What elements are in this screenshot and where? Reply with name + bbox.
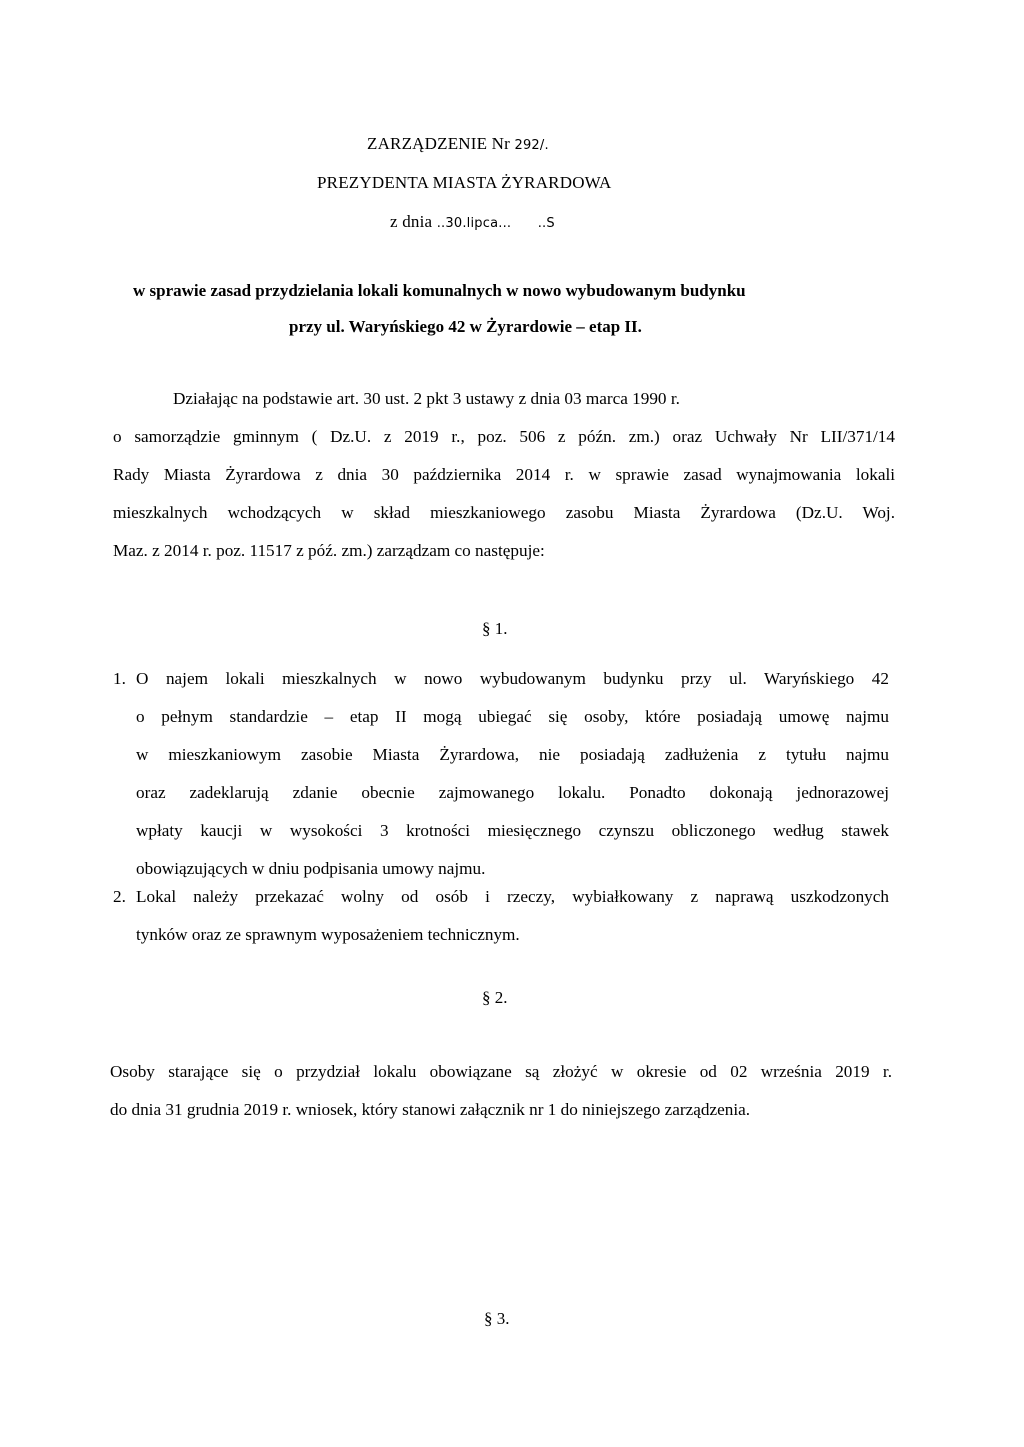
- decree-date-prefix: z dnia: [390, 212, 433, 231]
- decree-date: [390, 212, 555, 232]
- subject-line-1: w sprawie zasad przydzielania lokali komunalnych w nowo wybudowanym budynku: [133, 281, 746, 300]
- section-1-item-2-line-1: Lokal należy przekazać wolny od osób i rzeczy, wybiałkowany z naprawą uszkodzonych: [136, 887, 889, 906]
- decree-number-handwritten: 292/.: [514, 138, 549, 153]
- section-1-item-1-line-3: w mieszkaniowym zasobie Miasta Żyrardowa, nie posiadają zadłużenia z tytułu najmu: [136, 745, 889, 764]
- preamble-line-3: Rady Miasta Żyrardowa z dnia 30 października 2014 r. w sprawie zasad wynajmowania lokali: [113, 465, 895, 484]
- section-1-item-2-line-2: tynków oraz ze sprawnym wyposażeniem technicznym.: [136, 925, 520, 944]
- section-3-heading: § 3.: [484, 1309, 510, 1328]
- section-1-item-1-line-2: o pełnym standardzie – etap II mogą ubiegać się osoby, które posiadają umowę najmu: [136, 707, 889, 726]
- preamble-line-2: o samorządzie gminnym ( Dz.U. z 2019 r., poz. 506 z późn. zm.) oraz Uchwały Nr LII/371/14: [113, 427, 895, 446]
- preamble-line-1: Działając na podstawie art. 30 ust. 2 pkt 3 ustawy z dnia 03 marca 1990 r.: [173, 389, 680, 408]
- preamble-line-5: Maz. z 2014 r. poz. 11517 z póź. zm.) zarządzam co następuje:: [113, 541, 545, 560]
- section-1-heading: § 1.: [482, 619, 508, 638]
- section-2-heading: § 2.: [482, 988, 508, 1007]
- decree-date-handwritten: ..30.lipca...: [436, 216, 512, 231]
- section-1-item-1-line-1: O najem lokali mieszkalnych w nowo wybudowanym budynku przy ul. Waryńskiego 42: [136, 669, 889, 688]
- section-1-item-1-number: 1.: [113, 669, 126, 688]
- section-2-line-1: Osoby starające się o przydział lokalu obowiązane są złożyć w okresie od 02 września 2019 r.: [110, 1062, 892, 1081]
- section-1-item-1-line-5: wpłaty kaucji w wysokości 3 krotności miesięcznego czynszu obliczonego według stawek: [136, 821, 889, 840]
- preamble-line-4: mieszkalnych wchodzących w skład mieszkaniowego zasobu Miasta Żyrardowa (Dz.U. Woj.: [113, 503, 895, 522]
- subject-line-2: przy ul. Waryńskiego 42 w Żyrardowie – etap II.: [289, 317, 642, 336]
- decree-issuer: PREZYDENTA MIASTA ŻYRARDOWA: [317, 173, 612, 192]
- section-1-item-1-line-6: obowiązujących w dniu podpisania umowy najmu.: [136, 859, 486, 878]
- section-1-item-2-number: 2.: [113, 887, 126, 906]
- decree-date-year-handwritten: ..S: [537, 216, 555, 231]
- section-2-line-2: do dnia 31 grudnia 2019 r. wniosek, który stanowi załącznik nr 1 do niniejszego zarządzenia.: [110, 1100, 751, 1119]
- decree-title-text: ZARZĄDZENIE Nr: [367, 134, 511, 153]
- section-1-item-1-line-4: oraz zadeklarują zdanie obecnie zajmowanego lokalu. Ponadto dokonają jednorazowej: [136, 783, 889, 802]
- decree-title: [367, 134, 549, 154]
